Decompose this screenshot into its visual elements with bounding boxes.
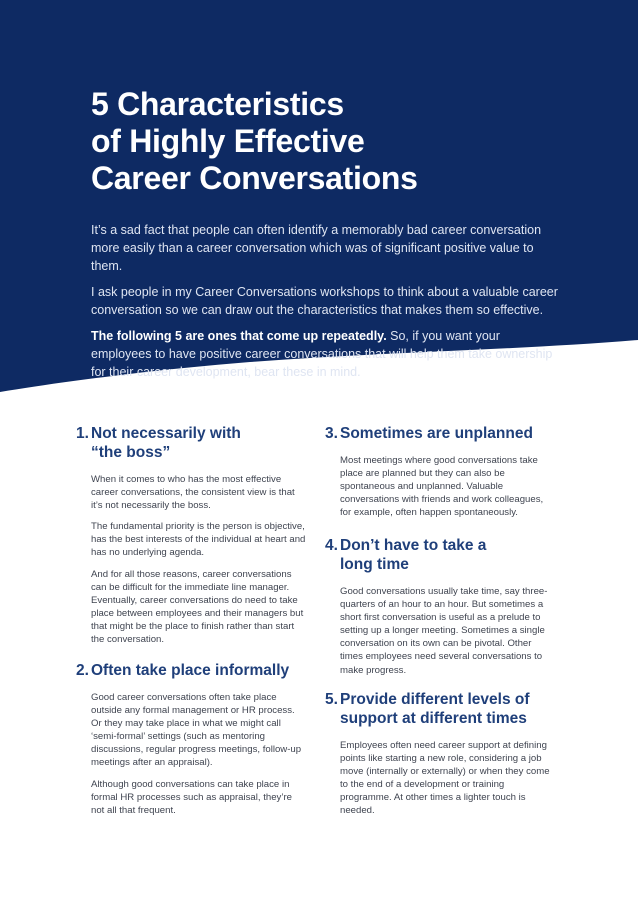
section-title: Provide different levels of support at different times	[340, 691, 530, 727]
section-body	[340, 585, 555, 677]
section-number: 4.	[325, 537, 338, 554]
section-body	[340, 739, 555, 818]
page-title-line: of Highly Effective	[91, 123, 365, 159]
section-paragraph: Although good conversations can take place in formal HR processes such as appraisal, they’re not all that frequent.	[91, 778, 293, 816]
section-dont-take-long	[325, 536, 555, 677]
section-heading	[325, 536, 490, 574]
page-title-line: Career Conversations	[91, 160, 418, 196]
section-title: Not necessarily with “the boss”	[91, 425, 241, 461]
section-take-place-informally	[76, 661, 306, 817]
section-body	[91, 473, 306, 646]
page-title-line: 5 Characteristics	[91, 86, 344, 122]
section-body	[340, 454, 555, 519]
section-paragraph: And for all those reasons, career conversations can be difficult for the immediate line manager. Eventually, career conversations do need to take place between employees and their managers but that might be the place to finish rather than start the conversation.	[91, 568, 304, 646]
section-body	[91, 691, 306, 817]
section-paragraph: When it comes to who has the most effective career conversations, the consistent view is that it’s not necessarily the boss.	[91, 474, 295, 512]
intro-paragraph: I ask people in my Career Conversations workshops to think about a valuable career conversation so we can draw out the characteristics that makes them so effective.	[91, 285, 558, 317]
section-title: Often take place informally	[91, 662, 290, 679]
section-number: 1.	[76, 425, 89, 442]
section-sometimes-unplanned	[325, 424, 555, 519]
intro-paragraph: It’s a sad fact that people can often identify a memorably bad career conversation more easily than a career conversation which was of significant positive value to them.	[91, 223, 542, 273]
section-heading	[76, 661, 321, 680]
section-not-necessarily-the-boss	[76, 424, 306, 646]
header-intro	[91, 86, 561, 381]
section-heading	[325, 424, 570, 443]
section-title: Sometimes are unplanned	[340, 425, 533, 442]
section-paragraph: Most meetings where good conversations take place are planned but they can also be spontaneous and unplanned. Valuable conversations with friends and work colleagues, for example, often happen spontaneously.	[340, 455, 544, 519]
section-heading	[76, 424, 241, 462]
section-paragraph: Employees often need career support at defining points like starting a new role, considering a job move (internally or externally) or when they come to the end of a development or training programme. At other times a lighter touch is needed.	[340, 740, 550, 817]
intro-emphasis-paragraph	[91, 327, 561, 381]
intro-emphasis-bold: The following 5 are ones that come up repeatedly.	[91, 329, 387, 343]
section-number: 5.	[325, 691, 338, 708]
intro-emphasis-rest: So, if you want your employees to have positive career conversations that will help them take ownership for their career development, bear these in mind.	[91, 329, 553, 379]
section-different-levels-of-support	[325, 690, 555, 818]
section-number: 2.	[76, 662, 89, 679]
section-paragraph: Good conversations usually take time, say three-quarters of an hour to an hour. But sometimes a short first conversation is useful as a prelude to setting up a longer meeting. Sometimes a single conversation on its own can be pivotal. Other times employees need several conversations to make progress.	[340, 586, 548, 676]
section-paragraph: Good career conversations often take place outside any formal management or HR process. Or they may take place in what we might call ‘semi-formal’ settings (such as mentoring discussions, regular progress meetings, follow-up meetings after an appraisal).	[91, 692, 302, 769]
section-number: 3.	[325, 425, 338, 442]
page-title	[91, 86, 561, 197]
section-title: Don’t have to take a long time	[340, 537, 487, 573]
section-paragraph: The fundamental priority is the person is objective, has the best interests of the individual at heart and has no underlying agenda.	[91, 521, 306, 559]
section-heading	[325, 690, 535, 728]
